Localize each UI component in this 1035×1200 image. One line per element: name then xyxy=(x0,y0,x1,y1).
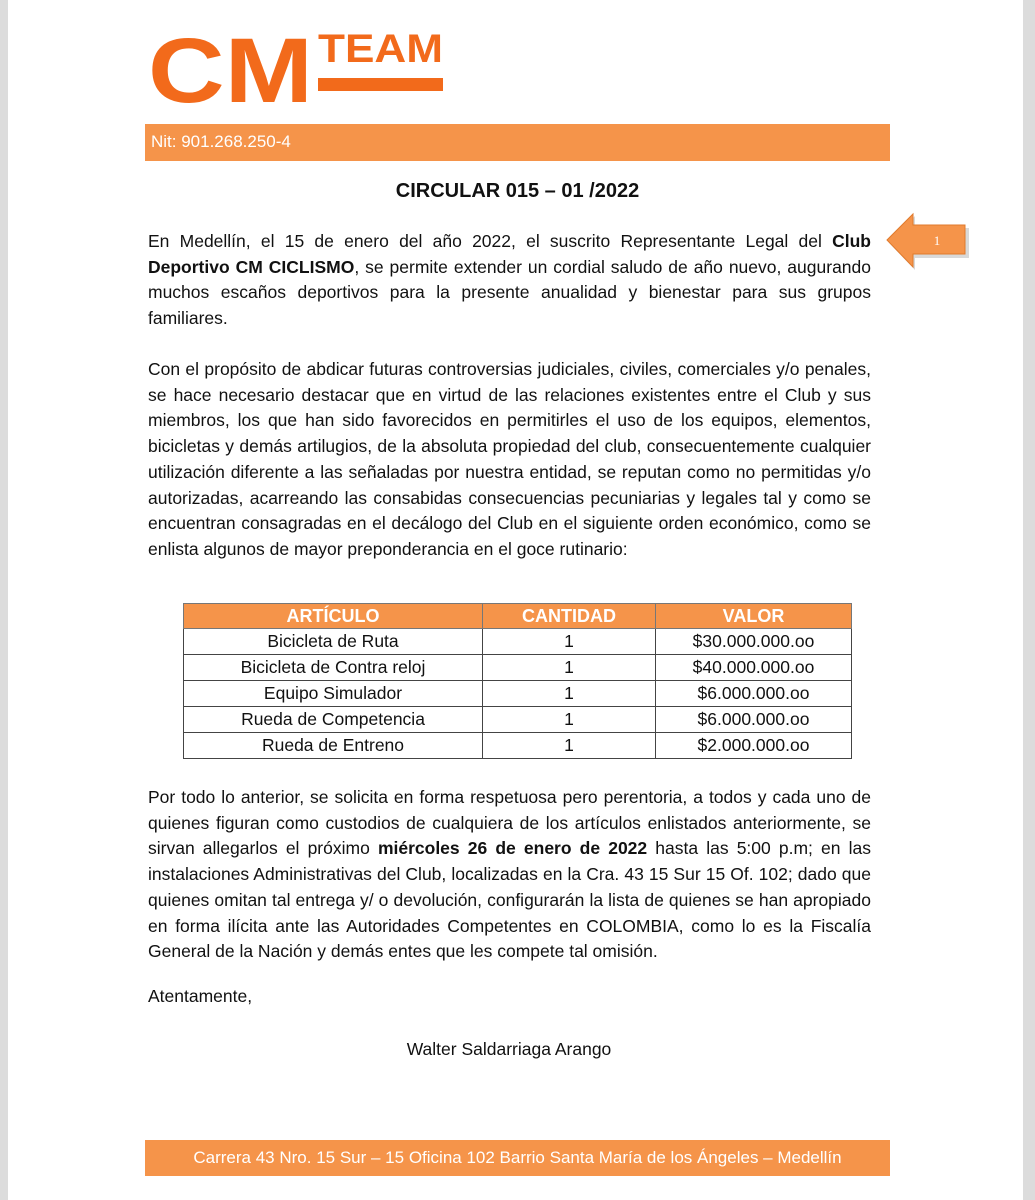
table-row xyxy=(184,707,852,733)
cell-valor: $30.000.000.oo xyxy=(656,629,852,655)
svg-text:TEAM: TEAM xyxy=(318,28,443,71)
table-row xyxy=(184,629,852,655)
paragraph-greeting-text-end: , se permite extender un cordial saludo de año nuevo, augurando muchos escaños deportivos para la presente anualidad y bienestar para sus grupos familiares. xyxy=(148,256,871,329)
items-table xyxy=(183,603,852,759)
cell-articulo: Bicicleta de Contra reloj xyxy=(184,655,483,681)
nit-number: Nit: 901.268.250-4 xyxy=(151,132,291,151)
table-header-row xyxy=(184,604,852,629)
cm-team-logo xyxy=(148,28,448,108)
cell-articulo: Rueda de Competencia xyxy=(184,707,483,733)
header-valor: VALOR xyxy=(656,604,852,629)
cell-valor: $40.000.000.oo xyxy=(656,655,852,681)
paragraph-request-text-end: hasta las 5:00 p.m; en las instalaciones Administrativas del Club, localizadas en la Cra. 43 15 Sur 15 Of. 102; dado que quienes omitan tal entrega y/ o devolución, configurarán la lista de quienes se han apropiado en forma ilícita ante las Autoridades Competentes en COLOMBIA, como lo es la Fiscalía General de la Nación y demás entes que les compete tal omisión. xyxy=(148,838,871,962)
cell-cantidad: 1 xyxy=(483,629,656,655)
club-name: Club Deportivo CM CICLISMO xyxy=(148,231,871,277)
table-row xyxy=(184,681,852,707)
header-cantidad: CANTIDAD xyxy=(483,604,656,629)
paragraph-request xyxy=(148,785,871,965)
paragraph-greeting-text: En Medellín, el 15 de enero del año 2022, el suscrito Representante Legal del xyxy=(148,231,833,251)
footer-address: Carrera 43 Nro. 15 Sur – 15 Oficina 102 Barrio Santa María de los Ángeles – Medellín xyxy=(193,1148,842,1167)
cell-cantidad: 1 xyxy=(483,655,656,681)
cell-valor: $2.000.000.oo xyxy=(656,733,852,759)
cell-cantidad: 1 xyxy=(483,681,656,707)
cell-valor: $6.000.000.oo xyxy=(656,681,852,707)
signatory-name: Walter Saldarriaga Arango xyxy=(406,1039,612,1059)
nit-banner xyxy=(145,124,890,161)
cell-articulo: Equipo Simulador xyxy=(184,681,483,707)
paragraph-greeting xyxy=(148,229,871,332)
paragraph-notice: Con el propósito de abdicar futuras controversias judiciales, civiles, comerciales y/o penales, se hace necesario destacar que en virtud de las relaciones existentes entre el Club y sus miembros, los que han sido favorecidos en permitirles el uso de los equipos, elementos, bicicletas y demás artilugios, de la absoluta propiedad del club, consecuentemente cualquier utilización diferente a las señaladas por nuestra entidad, se reputan como no permitidas y/o autorizadas, acarreando las consabidas consecuencias pecuniarias y legales tal y como se encuentran consagradas en el decálogo del Club en el siguiente orden económico, como se enlista algunos de mayor preponderancia en el goce rutinario: xyxy=(148,359,871,559)
cell-articulo: Rueda de Entreno xyxy=(184,733,483,759)
svg-text:CM: CM xyxy=(148,28,313,108)
closing-salutation: Atentamente, xyxy=(148,986,253,1006)
page-marker-number: 1 xyxy=(933,233,941,248)
table-row xyxy=(184,655,852,681)
cell-cantidad: 1 xyxy=(483,707,656,733)
cell-articulo: Bicicleta de Ruta xyxy=(184,629,483,655)
table-row xyxy=(184,733,852,759)
deadline-date: miércoles 26 de enero de 2022 xyxy=(377,838,648,859)
cell-cantidad: 1 xyxy=(483,733,656,759)
paragraph-request-text: Por todo lo anterior, se solicita en forma respetuosa pero perentoria, a todos y cada uno de quienes figuran como custodios de cualquiera de los artículos enlistados anteriormente, se sirvan allegarlos el próximo xyxy=(148,787,871,859)
footer-banner xyxy=(145,1140,890,1176)
page-marker-arrow xyxy=(885,212,973,274)
cell-valor: $6.000.000.oo xyxy=(656,707,852,733)
document-title: CIRCULAR 015 – 01 /2022 xyxy=(395,180,640,202)
header-articulo: ARTÍCULO xyxy=(184,604,483,629)
